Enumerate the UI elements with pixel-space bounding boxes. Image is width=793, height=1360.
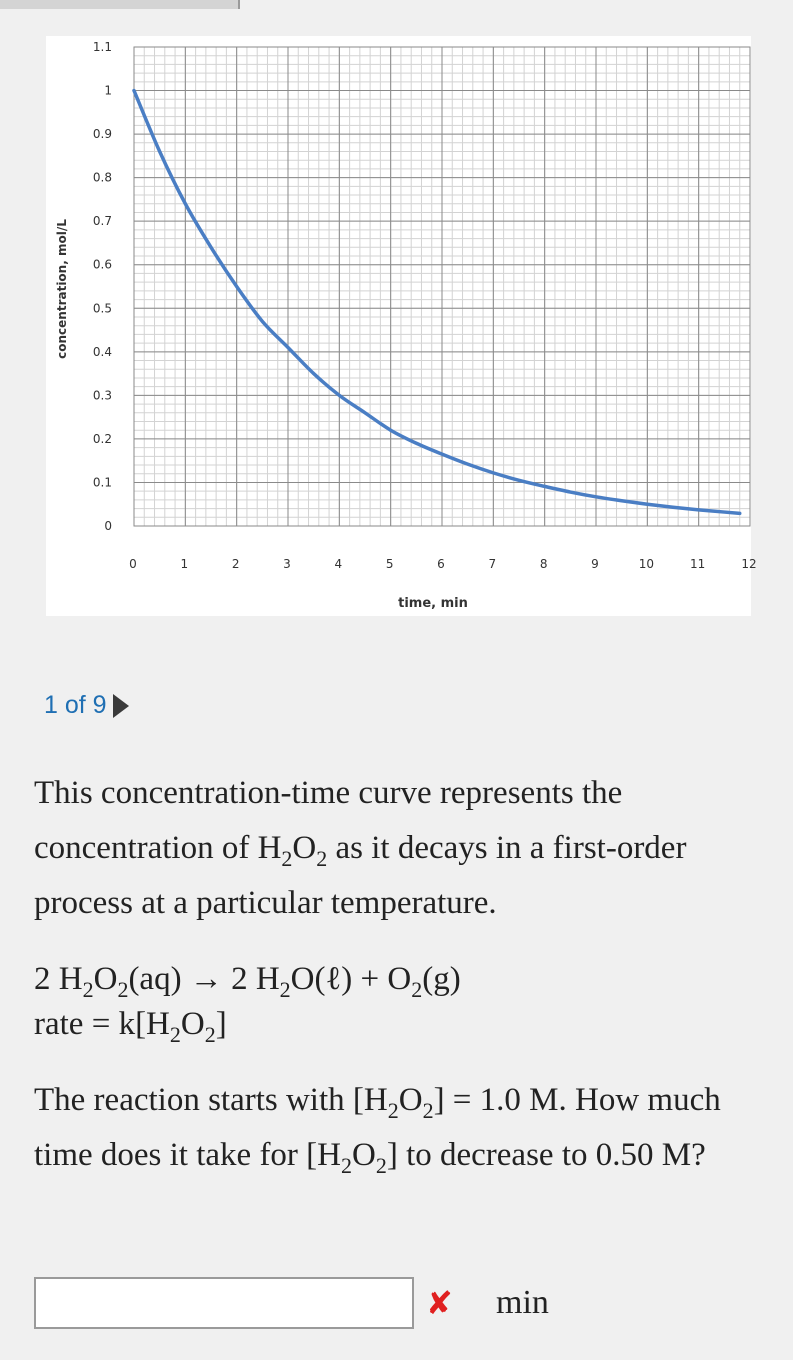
y-tick-label: 0.5 — [92, 301, 112, 316]
x-tick-label: 1 — [180, 557, 189, 571]
cross-mark-icon: ✘ — [426, 1284, 453, 1322]
x-tick-label: 10 — [638, 557, 654, 571]
y-tick-label: 1.1 — [92, 40, 112, 54]
x-tick-label: 2 — [231, 557, 240, 571]
x-tick-label: 3 — [283, 557, 291, 571]
y-tick-label: 0.1 — [92, 475, 112, 490]
top-tab[interactable] — [0, 0, 240, 9]
y-tick-label: 0.6 — [92, 257, 112, 272]
decay-curve — [134, 91, 740, 514]
question-prompt: The reaction starts with $[H_2O_2] = 1.0$ M. How much time does it take for $[H_2O_2]$ to decrease to 0.50 M? — [34, 1082, 721, 1178]
y-tick-label: 1 — [104, 83, 112, 98]
play-triangle-icon[interactable] — [113, 694, 129, 718]
x-tick-label: 8 — [539, 557, 548, 571]
answer-unit: min — [496, 1284, 549, 1321]
x-tick-label: 11 — [690, 557, 706, 571]
pager — [44, 688, 129, 722]
x-tick-label: 6 — [437, 557, 445, 571]
y-tick-label: 0.3 — [92, 388, 112, 403]
answer-input[interactable] — [34, 1277, 414, 1329]
y-tick-label: 0.2 — [92, 431, 112, 446]
x-tick-label: 5 — [385, 557, 394, 571]
equation-line: 2 $H_2O_2(aq) \to 2$ $H_2O(\ell) + O_2(g)$ — [34, 961, 461, 1002]
x-tick-label: 4 — [334, 557, 343, 571]
x-tick-label: 9 — [591, 557, 599, 571]
x-axis-label: time, min — [398, 596, 468, 611]
question-text — [34, 766, 754, 1209]
reaction-equation — [34, 957, 754, 1047]
y-tick-label: 0.4 — [92, 344, 112, 359]
answer-row — [34, 1274, 549, 1332]
y-tick-label: 0 — [104, 519, 112, 533]
y-tick-label: 0.7 — [92, 214, 112, 229]
question-intro: This concentration-time curve represents the concentration of $H_2O_2$ as it decays in a first-order process at a particular temperature. — [34, 775, 687, 921]
chart-svg — [46, 36, 757, 616]
y-tick-label: 0.9 — [92, 127, 112, 142]
y-tick-label: 0.8 — [92, 170, 112, 185]
concentration-time-chart — [46, 36, 757, 616]
y-axis-label: concentration, mol/L — [55, 219, 69, 359]
pager-label[interactable]: 1 of 9 — [44, 690, 107, 719]
x-tick-label: 0 — [129, 557, 137, 571]
x-tick-label: 7 — [488, 557, 497, 571]
rate-law-line: rate = $k[H_2O_2]$ — [34, 1006, 227, 1047]
x-tick-label: 12 — [741, 557, 757, 571]
